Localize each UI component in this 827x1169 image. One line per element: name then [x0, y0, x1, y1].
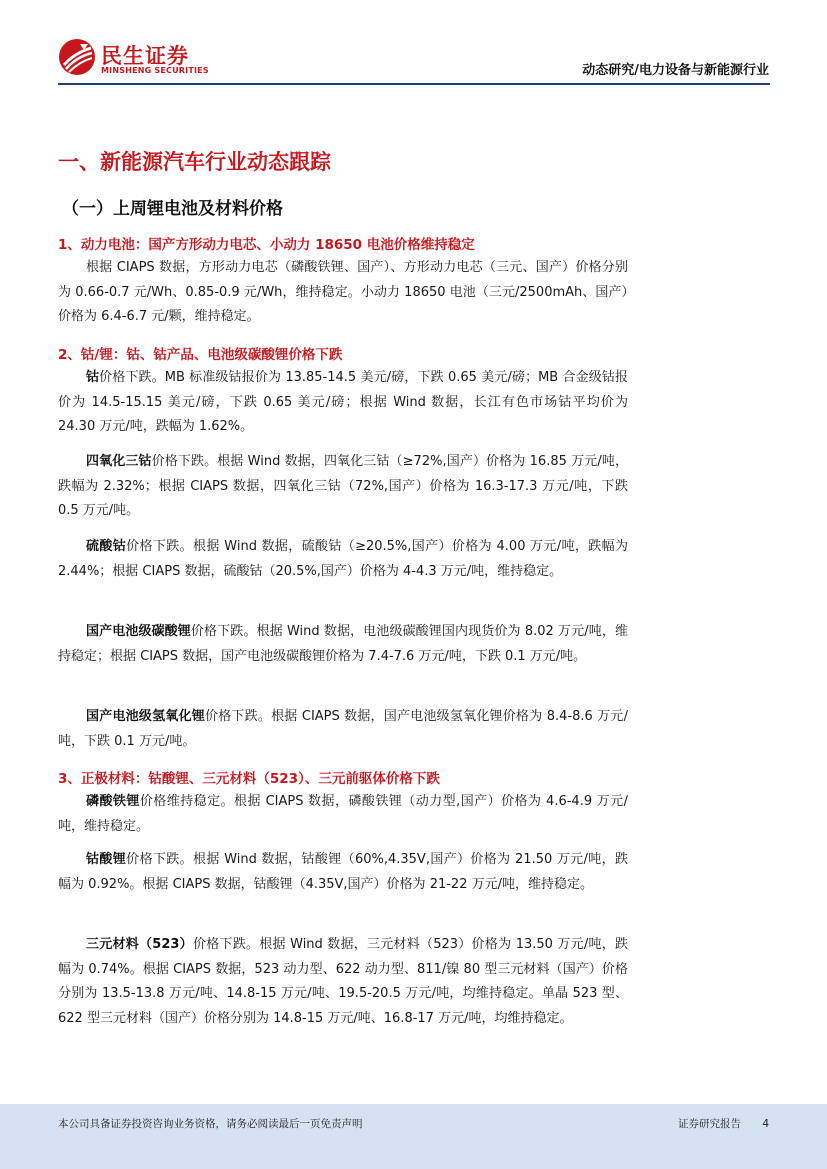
item-heading-cobalt-lithium: 2、钴/锂：钴、钴产品、电池级碳酸锂价格下跌 — [58, 347, 343, 363]
item-heading-power-battery: 1、动力电池：国产方形动力电芯、小动力 18650 电池价格维持稳定 — [58, 237, 475, 253]
paragraph-text: 价格下跌。根据 Wind 数据，四氧化三钴（≥72%,国产）价格为 16.85 万元/吨，跌幅为 2.32%；根据 CIAPS 数据，四氧化三钴（72%,国产）价格为 16.3-17.3 万元/吨，下跌 0.5 万元/吨。 — [58, 454, 628, 518]
paragraph-lead: 磷酸铁锂 — [86, 794, 140, 809]
paragraph-lead: 国产电池级氢氧化锂 — [86, 709, 205, 724]
paragraph-text: 价格下跌。根据 Wind 数据，三元材料（523）价格为 13.50 万元/吨，跌幅为 0.74%。根据 CIAPS 数据，523 动力型、622 动力型、811/镍 80 型三元材料（国产）价格分别为 13.5-13.8 万元/吨、14.8-15 万元/吨、19.5-20.5 万元/吨，均维持稳定。单晶 523 型、622 型三元材料（国产）价格分别为 14.8-15 万元/吨、16.8-17 万元/吨，均维持稳定。 — [58, 937, 628, 1026]
paragraph-text: 价格维持稳定。根据 CIAPS 数据，磷酸铁锂（动力型,国产）价格为 4.6-4.9 万元/吨，维持稳定。 — [58, 794, 628, 834]
paragraph-text: 根据 CIAPS 数据，方形动力电芯（磷酸铁锂、国产）、方形动力电芯（三元、国产）价格分别为 0.66-0.7 元/Wh、0.85-0.9 元/Wh，维持稳定。小动力 18650 电池（三元/2500mAh、国产）价格为 6.4-6.7 元/颗，维持稳定。 — [58, 260, 628, 324]
logo-english-name: MINSHENG SECURITIES — [101, 66, 209, 75]
page-header — [0, 0, 827, 92]
paragraph-lithium-hydroxide — [58, 705, 628, 754]
footer-report-type: 证券研究报告 — [677, 1118, 741, 1130]
paragraph-text: 价格下跌。根据 CIAPS 数据，国产电池级氢氧化锂价格为 8.4-8.6 万元/吨，下跌 0.1 万元/吨。 — [58, 709, 628, 749]
minsheng-logo-icon — [58, 38, 96, 76]
footer-right — [660, 1116, 769, 1131]
logo-chinese-name: 民生证券 — [101, 44, 189, 68]
paragraph-text: 价格下跌。根据 Wind 数据，电池级碳酸锂国内现货价为 8.02 万元/吨，维持稳定；根据 CIAPS 数据，国产电池级碳酸锂价格为 7.4-7.6 万元/吨，下跌 0.1 万元/吨。 — [58, 624, 628, 664]
paragraph-cobalt-sulfate — [58, 535, 628, 584]
paragraph-power-battery — [58, 256, 628, 330]
paragraph-lco — [58, 848, 628, 897]
section-subtitle: （一）上周锂电池及材料价格 — [62, 199, 283, 219]
paragraph-text: 价格下跌。根据 Wind 数据，钴酸锂（60%,4.35V,国产）价格为 21.50 万元/吨，跌幅为 0.92%。根据 CIAPS 数据，钴酸锂（4.35V,国产）价格为 21-22 万元/吨，维持稳定。 — [58, 852, 628, 892]
report-category: 动态研究/电力设备与新能源行业 — [582, 63, 769, 78]
paragraph-lead: 四氧化三钴 — [86, 454, 152, 469]
paragraph-lead: 国产电池级碳酸锂 — [86, 624, 191, 639]
paragraph-text: 价格下跌。根据 Wind 数据，硫酸钴（≥20.5%,国产）价格为 4.00 万元/吨，跌幅为 2.44%；根据 CIAPS 数据，硫酸钴（20.5%,国产）价格为 4-4.3 万元/吨，维持稳定。 — [58, 539, 628, 579]
page-number: 4 — [762, 1118, 769, 1130]
item-heading-cathode: 3、正极材料：钴酸锂、三元材料（523）、三元前驱体价格下跌 — [58, 771, 440, 787]
paragraph-lead: 钴酸锂 — [86, 852, 127, 867]
paragraph-lead: 硫酸钴 — [86, 539, 127, 554]
paragraph-cobalt-tetroxide — [58, 450, 628, 524]
header-divider — [58, 83, 770, 85]
paragraph-lead: 三元材料（523） — [86, 937, 193, 952]
paragraph-lithium-carbonate — [58, 620, 628, 669]
paragraph-lfp — [58, 790, 628, 839]
paragraph-cobalt — [58, 366, 628, 440]
paragraph-lead: 钴 — [86, 370, 100, 385]
page-footer — [0, 1104, 827, 1169]
paragraph-text: 价格下跌。MB 标准级钴报价为 13.85-14.5 美元/磅，下跌 0.65 美元/磅；MB 合金级钴报价为 14.5-15.15 美元/磅，下跌 0.65 美元/磅；根据 Wind 数据，长江有色市场钴平均价为 24.30 万元/吨，跌幅为 1.62%。 — [58, 370, 628, 434]
footer-disclaimer: 本公司具备证券投资咨询业务资格，请务必阅读最后一页免责声明 — [58, 1118, 363, 1130]
company-logo — [58, 38, 228, 82]
section-title: 一、新能源汽车行业动态跟踪 — [58, 150, 331, 174]
paragraph-ternary — [58, 933, 628, 1031]
